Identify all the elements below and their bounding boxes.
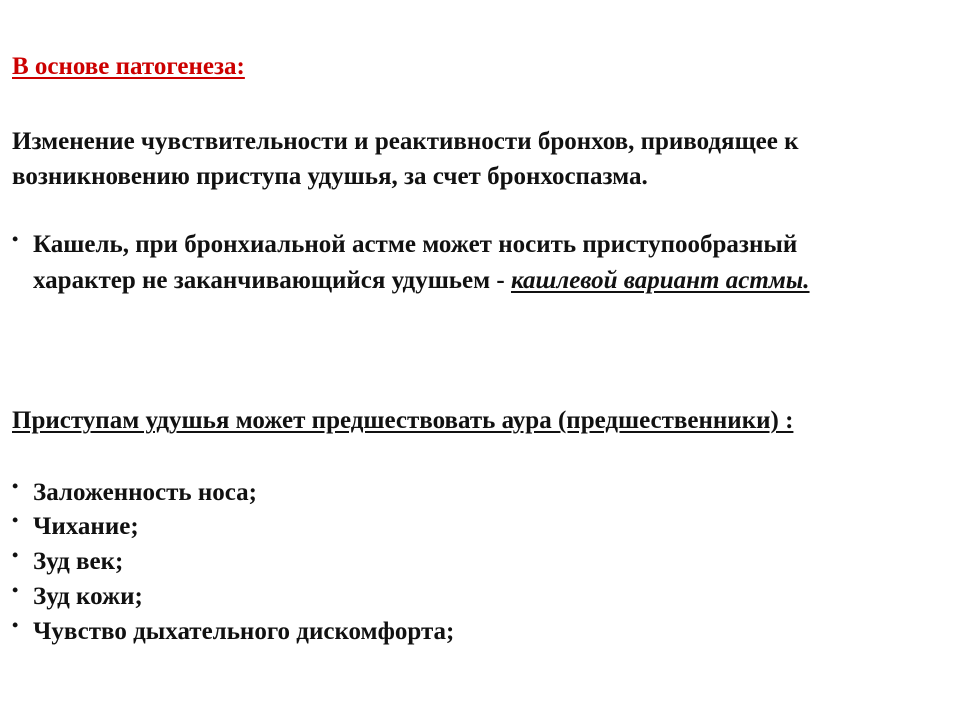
aura-item: Чихание; — [33, 513, 139, 540]
cough-bullet-line-2 — [33, 268, 810, 293]
bullet-icon: • — [12, 615, 19, 635]
bullet-icon: • — [12, 580, 19, 600]
bullet-icon: • — [12, 476, 19, 496]
cough-bullet-prefix: характер не заканчивающийся удушьем - — [33, 267, 511, 294]
bullet-icon: • — [12, 545, 19, 565]
aura-item: Чувство дыхательного дискомфорта; — [33, 618, 455, 645]
pathogenesis-text-line-2: возникновению приступа удушья, за счет бронхоспазма. — [12, 163, 648, 190]
cough-variant-emphasis: кашлевой вариант астмы. — [510, 267, 810, 294]
aura-item: Заложенность носа; — [33, 479, 257, 506]
bullet-icon: • — [12, 510, 19, 530]
aura-heading: Приступам удушья может предшествовать аура (предшественники) : — [12, 407, 794, 434]
cough-bullet-line-1: Кашель, при бронхиальной астме может носить приступообразный — [33, 231, 798, 258]
aura-item: Зуд кожи; — [33, 583, 143, 610]
pathogenesis-heading: В основе патогенеза: — [12, 53, 245, 80]
aura-item: Зуд век; — [33, 548, 124, 575]
pathogenesis-text-line-1: Изменение чувствительности и реактивности бронхов, приводящее к — [12, 128, 799, 155]
bullet-icon: • — [12, 229, 19, 249]
